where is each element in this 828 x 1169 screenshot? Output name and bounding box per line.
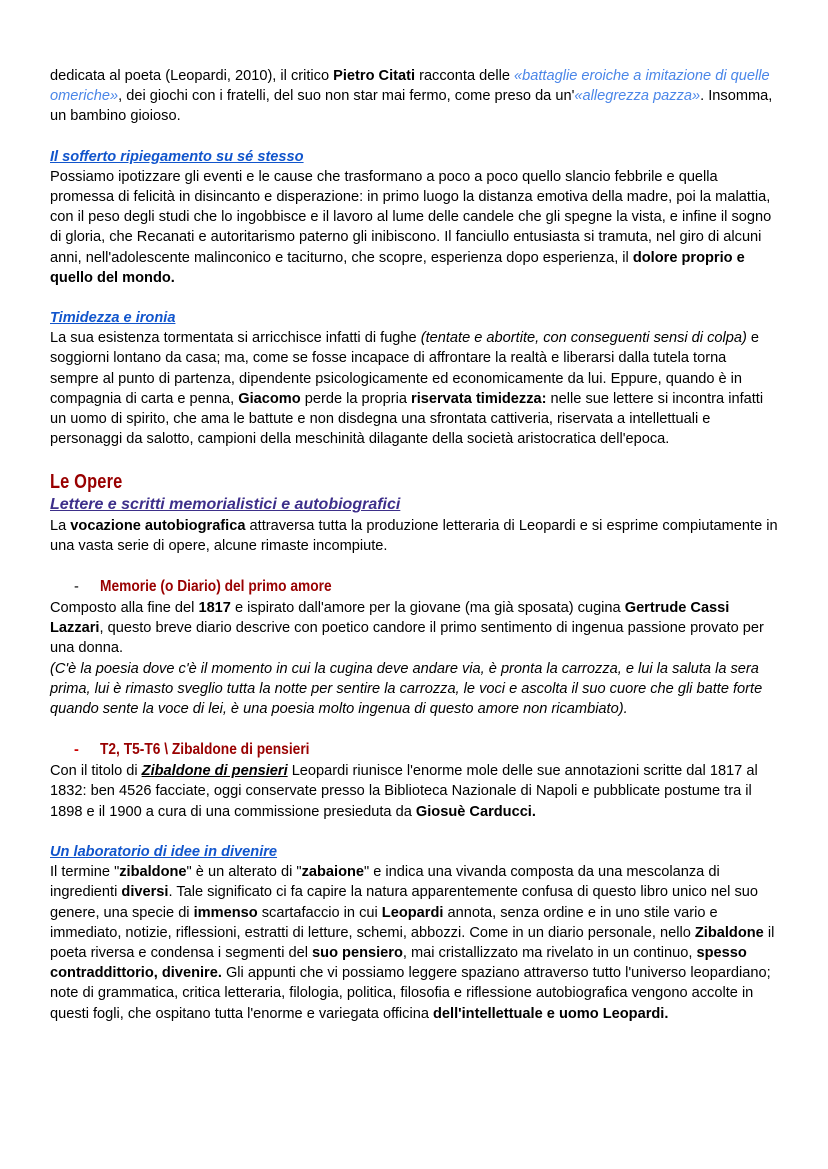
- paragraph-memorie-note: (C'è la poesia dove c'è il momento in cui la cugina deve andare via, è pronta la carrozza, e lui la saluta la sera prima, lui è rimasto sveglio tutta la notte per sentire la carrozza, le voci e ascolta il suo cuore che gli batte forte quando sente la voce di lei, è una poesia molto ingenua di questo amore non ricambiato).: [50, 660, 763, 718]
- subheading-lettere: Lettere e scritti memorialistici e autobiografici: [50, 496, 401, 514]
- intro-paragraph: dedicata al poeta (Leopardi, 2010), il critico Pietro Citati racconta delle «battaglie eroiche a imitazione di quelle omeriche», dei giochi con i fratelli, del suo non star mai fermo, come preso da un'«allegrezza pazza». Insomma, un bambino gioioso.: [50, 68, 773, 125]
- section-heading-ripiegamento: Il sofferto ripiegamento su sé stesso: [50, 148, 304, 165]
- heading-le-opere: Le Opere: [50, 471, 123, 494]
- list-bullet: -: [74, 742, 79, 759]
- heading-zibaldone-text: T2, T5-T6 \ Zibaldone di pensieri: [100, 741, 310, 759]
- paragraph-ripiegamento: Possiamo ipotizzare gli eventi e le cause che trasformano a poco a poco quello slancio febbrile e quella promessa di felicità in disincanto e disperazione: in primo luogo la distanza emotiva della madre, poi la malattia, con il peso degli studi che lo ingobbisce e il lavoro al lume delle candele che gli spegne la vista, e infine il sogno di gloria, che Recanati e autoritarismo paterno gli inibiscono. Il fanciullo entusiasta si tramuta, nel giro di alcuni anni, nell'adolescente malinconico e taciturno, che scopre, esperienza dopo esperienza, il dolore proprio e quello del mondo.: [50, 168, 772, 286]
- list-bullet: -: [74, 579, 79, 596]
- heading-zibaldone: [50, 739, 778, 761]
- paragraph-opere: La vocazione autobiografica attraversa tutta la produzione letteraria di Leopardi e si esprime compiutamente in una vasta serie di opere, alcune rimaste incompiute.: [50, 517, 778, 554]
- section-heading-timidezza: Timidezza e ironia: [50, 310, 176, 327]
- heading-memorie-text: Memorie (o Diario) del primo amore: [100, 578, 332, 596]
- heading-memorie: [50, 576, 778, 598]
- paragraph-zibaldone: Con il titolo di Zibaldone di pensieri Leopardi riunisce l'enorme mole delle sue annotazioni scritte dal 1817 al 1832: ben 4526 facciate, oggi conservate presso la Biblioteca Nazionale di Napoli e pubblicate postume tra il 1898 e il 1900 a cura di una commissione presieduta da Giosuè Carducci.: [50, 763, 758, 820]
- section-heading-laboratorio: Un laboratorio di idee in divenire: [50, 843, 278, 860]
- paragraph-memorie: Composto alla fine del 1817 e ispirato dall'amore per la giovane (ma già sposata) cugina Gertrude Cassi Lazzari, questo breve diario descrive con poetico candore il primo sentimento di ingenua passione provato per una donna.: [50, 600, 764, 657]
- paragraph-laboratorio: Il termine "zibaldone" è un alterato di "zabaione" e indica una vivanda composta da una mescolanza di ingredienti diversi. Tale significato ci fa capire la natura apparentemente confusa di questo libro unico nel suo genere, una specie di immenso scartafaccio in cui Leopardi annota, senza ordine e in uno stile vario e immediato, notizie, riflessioni, estratti di letture, schemi, abbozzi. Come in un diario personale, nello Zibaldone il poeta riversa e condensa i segmenti del suo pensiero, mai cristallizzato ma rivelato in un continuo, spesso contraddittorio, divenire. Gli appunti che vi possiamo leggere spaziano attraverso tutto l'universo leopardiano; note di grammatica, critica letteraria, filologia, politica, filosofia e riflessione autobiografica vengono accolte in questi fogli, che ospitano tutta l'enorme e variegata officina dell'intellettuale e uomo Leopardi.: [50, 864, 775, 1022]
- paragraph-timidezza: La sua esistenza tormentata si arricchisce infatti di fughe (tentate e abortite, con conseguenti sensi di colpa) e soggiorni lontano da casa; ma, come se fosse incapace di affrontare la realtà e liberarsi dalla tutela torna sempre al punto di partenza, dipendente psicologicamente ed economicamente da lui. Eppure, quando è in compagnia di carta e penna, Giacomo perde la propria riservata timidezza: nelle sue lettere si incontra infatti un uomo di spirito, che ama le battute e non disdegna una sfrontata cattiveria, riservata a intellettuali e personaggi da salotto, campioni della meschinità dilagante della società aristocratica dell'epoca.: [50, 330, 764, 448]
